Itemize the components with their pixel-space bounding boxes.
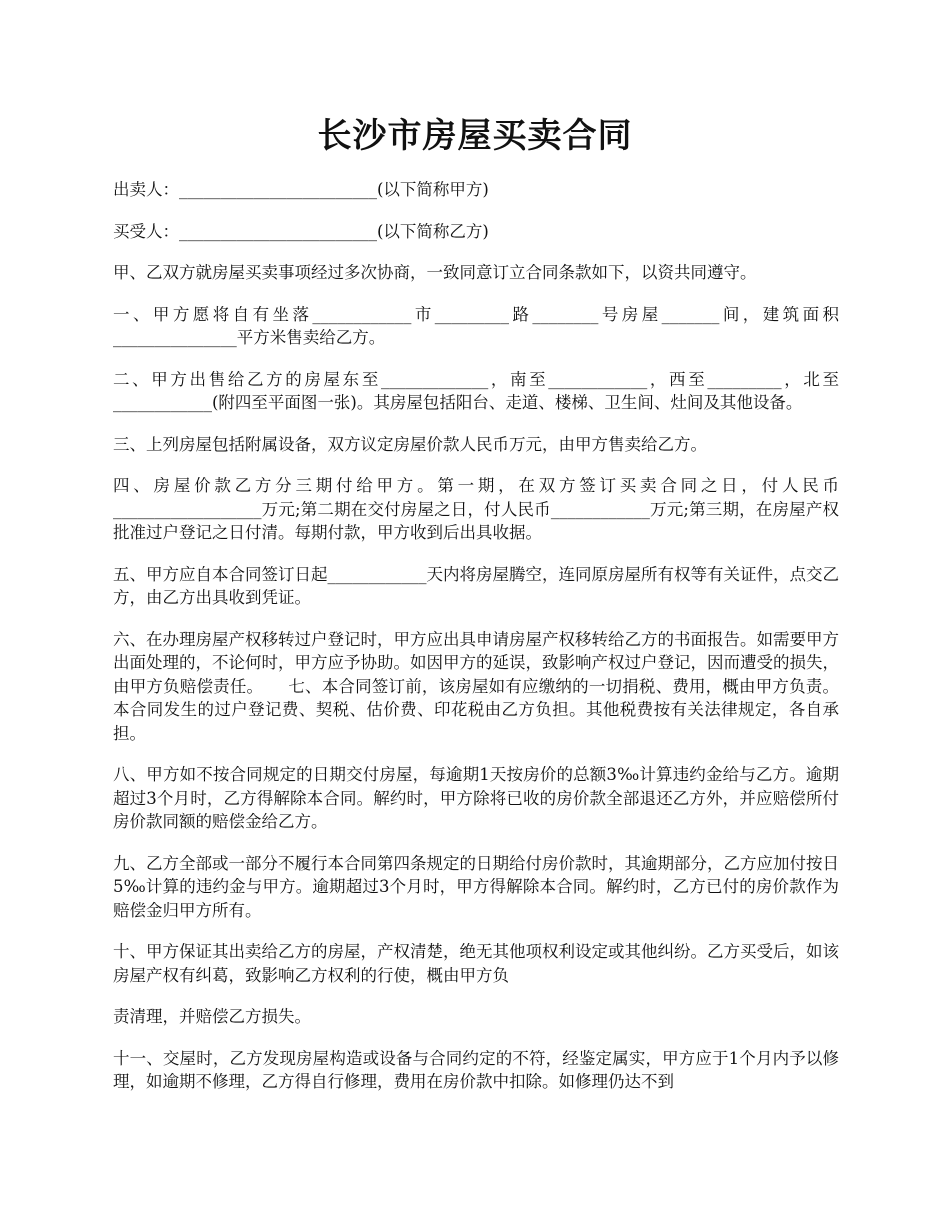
clause-1: 一、甲方愿将自有坐落____________市_________路________号房屋_______间，建筑面积_______________平方米售卖给乙方。 [113,304,839,347]
contract-body [113,178,839,1112]
preamble-paragraph: 甲、乙双方就房屋买卖事项经过多次协商，一致同意订立合同条款如下，以资共同遵守。 [113,263,757,282]
clause-10-continued: 责清理，并赔偿乙方损失。 [113,1007,311,1026]
clause-11: 十一、交屋时，乙方发现房屋构造或设备与合同约定的不符，经鉴定属实，甲方应于1个月内予以修理，如逾期不修理，乙方得自行修理，费用在房价款中扣除。如修理仍达不到 [113,1048,839,1091]
clause-10: 十、甲方保证其出卖给乙方的房屋，产权清楚，绝无其他项权利设定或其他纠纷。乙方买受后，如该房屋产权有纠葛，致影响乙方权利的行使，概由甲方负 [113,942,839,985]
clause-3: 三、上列房屋包括附属设备，双方议定房屋价款人民币万元，由甲方售卖给乙方。 [113,434,707,454]
document-title: 长沙市房屋买卖合同 [317,116,633,156]
clause-4: 四、房屋价款乙方分三期付给甲方。第一期，在双方签订买卖合同之日，付人民币__________________万元;第二期在交付房屋之日，付人民币____________万元;第三期，在房屋产权批准过户登记之日付清。每期付款，甲方收到后出具收据。 [113,476,839,542]
clause-2: 二、甲方出售给乙方的房屋东至_____________，南至____________，西至_________，北至____________(附四至平面图一张)。其房屋包括阳台、走道、楼梯、卫生间、灶间及其他设备。 [113,369,839,412]
clause-8: 八、甲方如不按合同规定的日期交付房屋，每逾期1天按房价的总额3‰计算违约金给与乙方。逾期超过3个月时，乙方得解除本合同。解约时，甲方除将已收的房价款全部退还乙方外，并应赔偿所付房价款同额的赔偿金给乙方。 [113,765,839,831]
clause-5: 五、甲方应自本合同签订日起____________天内将房屋腾空，连同原房屋所有权等有关证件，点交乙方，由乙方出具收到凭证。 [113,564,839,607]
seller-line: 出卖人：________________________(以下简称甲方) [113,180,489,199]
clause-9: 九、乙方全部或一部分不履行本合同第四条规定的日期给付房价款时，其逾期部分，乙方应加付按日5‰计算的违约金与甲方。逾期超过3个月时，甲方得解除本合同。解约时，乙方已付的房价款作为赔偿金归甲方所有。 [113,853,839,920]
buyer-line: 买受人：________________________(以下简称乙方) [113,221,489,241]
clause-6-7: 六、在办理房屋产权移转过户登记时，甲方应出具申请房屋产权移转给乙方的书面报告。如需要甲方出面处理的，不论何时，甲方应予协助。如因甲方的延误，致影响产权过户登记，因而遭受的损失，由甲方负赔偿责任。 七、本合同签订前，该房屋如有应缴纳的一切捐税、费用，概由甲方负责。本合同发生的过户登记费、契税、估价费、印花税由乙方负担。其他税费按有关法律规定，各自承担。 [113,629,839,743]
